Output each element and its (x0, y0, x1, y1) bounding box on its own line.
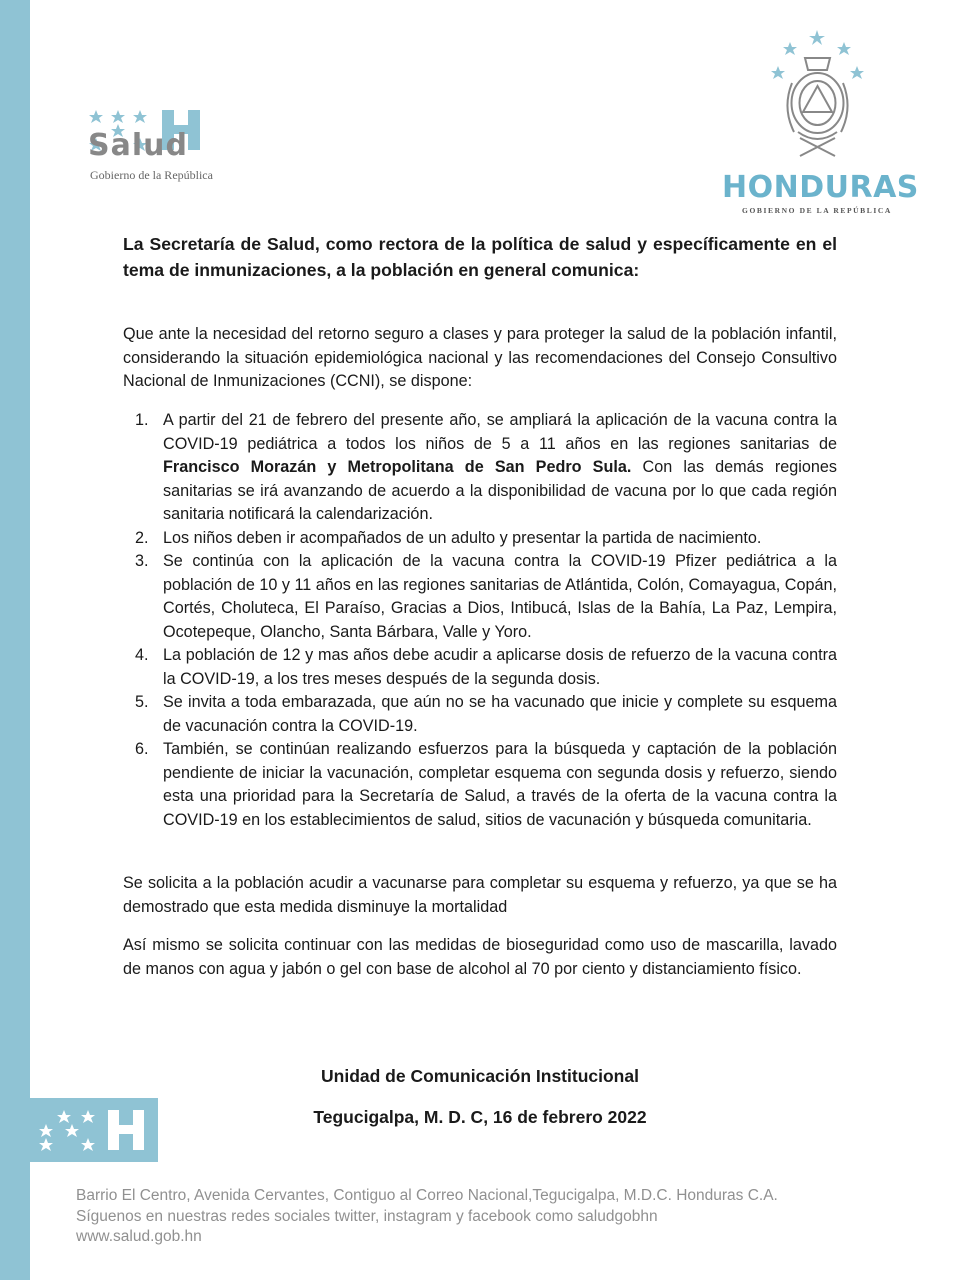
coat-of-arms-icon (770, 28, 865, 168)
brand-salud: Salud (88, 128, 188, 163)
list-text: También, se continúan realizando esfuerzos para la búsqueda y captación de la población pendiente de iniciar la vacunación, completar esquema con segunda dosis y refuerzo, siendo esta una prioridad para la Secretaría de Salud, a través de la oferta de la vacuna contra la COVID-19 en los establecimientos de salud, sitios de vacunación y búsqueda comunitaria. (163, 740, 837, 829)
list-text: Con las demás regiones sanitarias se irá avanzando de acuerdo a la disponibilidad de vacuna por lo que cada región sanitaria notificará la calendarización. (163, 458, 838, 523)
list-text: La población de 12 y mas años debe acudir a aplicarse dosis de refuerzo de la vacuna contra la COVID-19, a los tres meses después de la segunda dosis. (163, 646, 837, 688)
paragraph-context: Que ante la necesidad del retorno seguro a clases y para proteger la salud de la población infantil, considerando la situación epidemiológica nacional y las recomendaciones del Consejo Consultivo Nacional de Inmunizaciones (CCNI), se dispone: (123, 325, 837, 390)
list-item (123, 527, 837, 551)
footer-social: Síguenos en nuestras redes sociales twitter, instagram y facebook como saludgobhn (76, 1207, 658, 1225)
paragraph-request: Se solicita a la población acudir a vacunarse para completar su esquema y refuerzo, ya que se ha demostrado que esta medida disminuye la mortalidad (123, 874, 837, 916)
list-text: Los niños deben ir acompañados de un adulto y presentar la partida de nacimiento. (163, 528, 762, 547)
list-number: 3. (135, 552, 149, 570)
list-text: Se invita a toda embarazada, que aún no se ha vacunado que inicie y complete su esquema de vacunación contra la COVID-19. (163, 693, 837, 735)
list-number: 6. (135, 740, 149, 758)
side-accent-bar (0, 0, 30, 1280)
footer-contact (76, 1186, 778, 1248)
list-number: 4. (135, 646, 149, 664)
list-item (123, 691, 837, 738)
list-item (123, 738, 837, 832)
list-text: A partir del 21 de febrero del presente año, se ampliará la aplicación de la vacuna contra la COVID-19 pediátrica a todos los niños de 5 a 11 años en las regiones sanitarias de (163, 411, 837, 453)
list-text: Se continúa con la aplicación de la vacuna contra la COVID-19 Pfizer pediátrica a la población de 10 y 11 años en las regiones sanitarias de Atlántida, Colón, Comayagua, Copán, Cortés, Choluteca, El Paraíso, Gracias a Dios, Intibucá, Islas de la Bahía, La Paz, Lempira, Ocotepeque, Olancho, Santa Bárbara, Valle y Yoro. (163, 552, 837, 641)
list-number: 2. (135, 528, 149, 547)
footer-address: Barrio El Centro, Avenida Cervantes, Contiguo al Correo Nacional,Tegucigalpa, M.D.C. Honduras C.A. (76, 1187, 778, 1204)
signature-place-date: Tegucigalpa, M. D. C, 16 de febrero 2022 (313, 1107, 647, 1127)
intro-statement: La Secretaría de Salud, como rectora de la política de salud y específicamente en el tema de inmunizaciones, a la población en general comunica: (123, 234, 837, 280)
measures-list (123, 409, 837, 832)
brand-honduras-subtitle: GOBIERNO DE LA REPÚBLICA (742, 206, 892, 215)
footer-website[interactable]: www.salud.gob.hn (76, 1228, 202, 1245)
list-number: 5. (135, 693, 149, 711)
list-number: 1. (135, 411, 149, 429)
list-text-bold: Francisco Morazán y Metropolitana de San Pedro Sula. (163, 458, 632, 476)
signature-unit: Unidad de Comunicación Institucional (321, 1066, 639, 1086)
list-item (123, 409, 837, 527)
brand-salud-subtitle: Gobierno de la República (90, 168, 213, 182)
list-item (123, 644, 837, 691)
paragraph-biosecurity: Así mismo se solicita continuar con las medidas de bioseguridad como uso de mascarilla, lavado de manos con agua y jabón o gel con base de alcohol al 70 por ciento y distanciamiento físico. (123, 936, 837, 978)
brand-honduras: HONDURAS (722, 170, 919, 205)
list-item (123, 550, 837, 644)
